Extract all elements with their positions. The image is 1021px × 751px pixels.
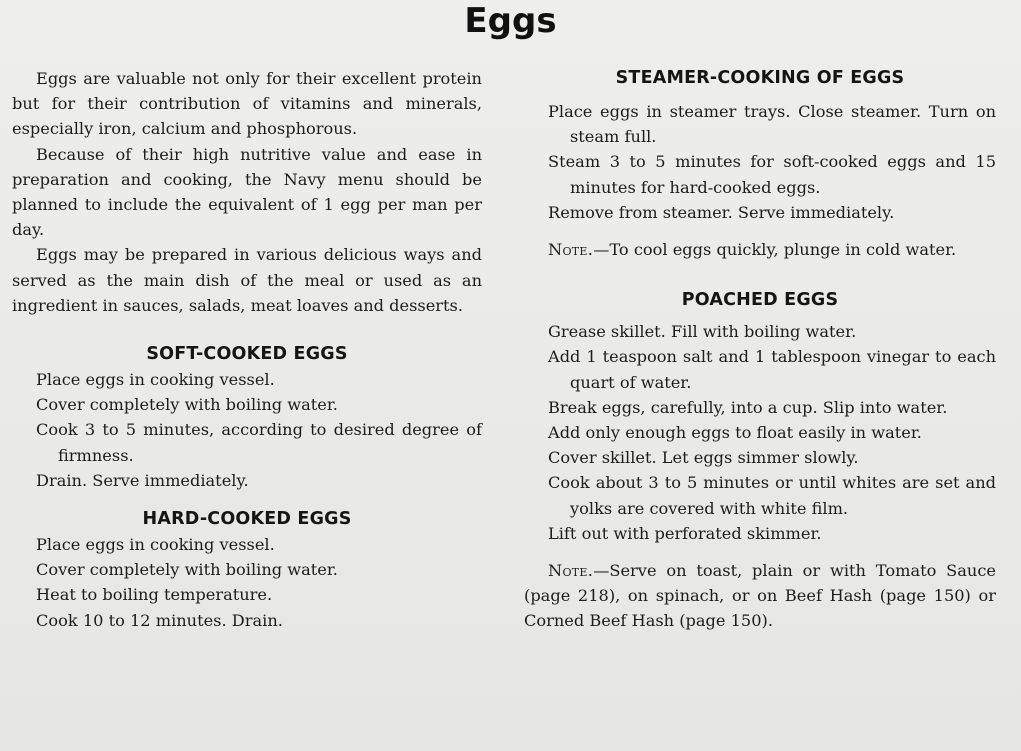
note-label: Note. [548,240,594,260]
step-item: Grease skillet. Fill with boiling water. [548,322,857,342]
step-item: Remove from steamer. Serve immediately. [548,202,895,222]
step-item: Break eggs, carefully, into a cup. Slip into water. [548,397,948,417]
left-column [12,66,482,633]
intro-paragraph: Eggs are valuable not only for their excellent protein but for their contribution of vitamins and minerals, especially iron, calcium and phosphorous. [12,69,482,139]
right-column [524,66,996,634]
note-label: Note. [548,561,594,581]
spacer [524,91,996,99]
step-item: Cook 3 to 5 minutes, according to desired degree of firmness. [36,420,482,465]
step-item: Cover completely with boiling water. [36,560,338,580]
step-item: Drain. Serve immediately. [36,470,249,490]
spacer [524,262,996,288]
note-text: —Serve on toast, plain or with Tomato Sauce (page 218), on spinach, or on Beef Hash (page 150) or Corned Beef Hash (page 150). [524,561,996,631]
soft-cooked-steps [12,367,482,493]
step-item: Cook about 3 to 5 minutes or until whites are set and yolks are covered with white film. [548,473,996,518]
step-item: Place eggs in cooking vessel. [36,370,275,390]
step-item: Place eggs in steamer trays. Close steamer. Turn on steam full. [548,102,996,147]
poached-note [524,558,996,634]
intro-paragraph: Eggs may be prepared in various delicious ways and served as the main dish of the meal or used as an ingredient in sauces, salads, meat loaves and desserts. [12,245,482,315]
spacer [12,493,482,507]
step-item: Place eggs in cooking vessel. [36,535,275,555]
step-item: Cook 10 to 12 minutes. Drain. [36,610,283,630]
section-heading-poached: POACHED EGGS [681,290,839,311]
steamer-note [524,237,996,262]
spacer [524,225,996,237]
spacer [524,546,996,558]
section-heading-steamer: STEAMER-COOKING OF EGGS [615,68,905,88]
step-item: Cover completely with boiling water. [36,395,338,415]
intro-paragraph: Because of their high nutritive value and ease in preparation and cooking, the Navy menu should be planned to include the equivalent of 1 egg per man per day. [12,144,482,240]
spacer [12,318,482,342]
step-item: Cover skillet. Let eggs simmer slowly. [548,448,859,468]
note-text: —To cool eggs quickly, plunge in cold water. [593,240,957,260]
steamer-steps [524,99,996,225]
step-item: Add only enough eggs to float easily in water. [548,423,922,443]
section-heading-soft-cooked: SOFT-COOKED EGGS [146,344,348,365]
section-heading-hard-cooked: HARD-COOKED EGGS [142,509,352,530]
page-title: Eggs [464,1,557,41]
step-item: Heat to boiling temperature. [36,585,273,605]
step-item: Add 1 teaspoon salt and 1 tablespoon vinegar to each quart of water. [548,347,996,392]
hard-cooked-steps [12,532,482,633]
step-item: Lift out with perforated skimmer. [548,523,822,543]
step-item: Steam 3 to 5 minutes for soft-cooked eggs and 15 minutes for hard-cooked eggs. [548,152,996,197]
poached-steps [524,319,996,546]
